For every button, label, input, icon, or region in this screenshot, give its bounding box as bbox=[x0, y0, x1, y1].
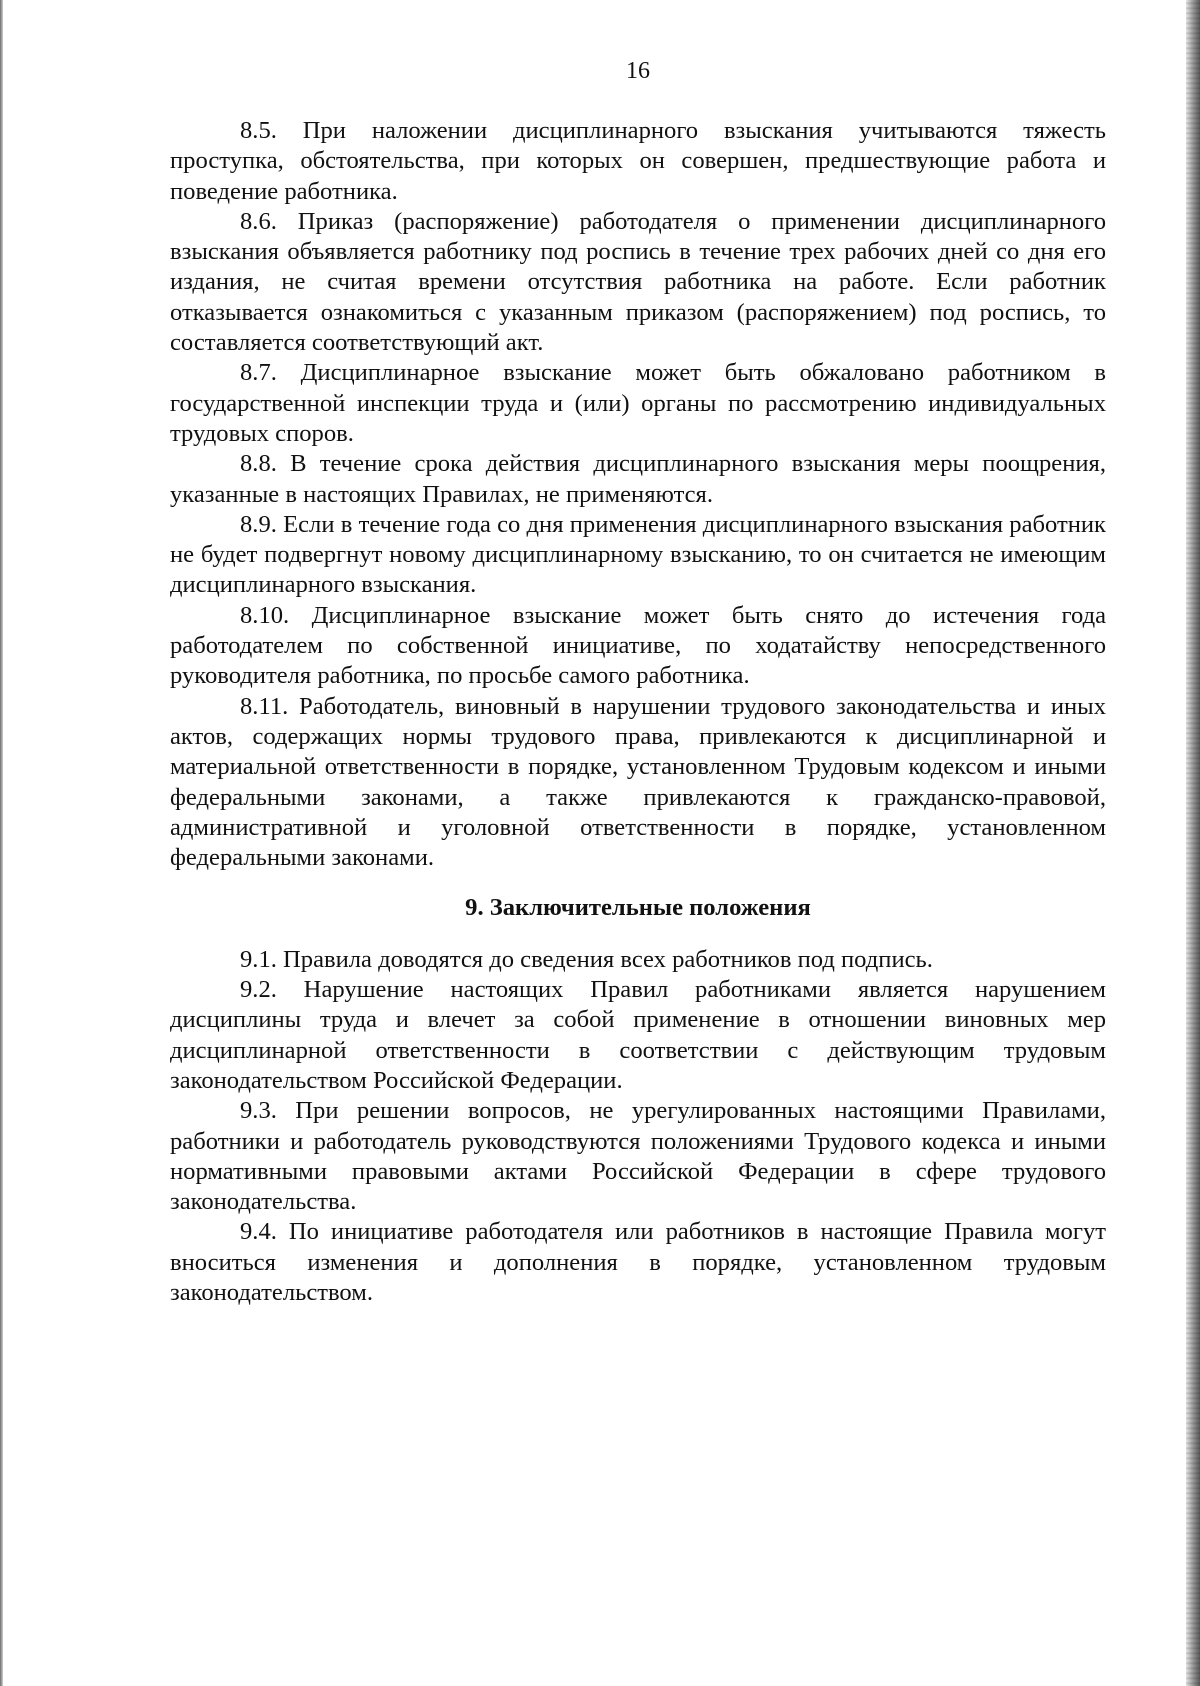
paragraph-8-5: 8.5. При наложении дисциплинарного взыскания учитываются тяжесть проступка, обстоятельства, при которых он совершен, предшествующие работа и поведение работника. bbox=[170, 117, 1106, 205]
page-number: 16 bbox=[626, 58, 650, 84]
section-9-heading: 9. Заключительные положения bbox=[465, 894, 811, 922]
paragraph-9-2: 9.2. Нарушение настоящих Правил работниками является нарушением дисциплины труда и влечет за собой применение в отношении виновных мер дисциплинарной ответственности в соответствии с действующим трудовым законодательством Российской Федерации. bbox=[170, 976, 1106, 1094]
document-body bbox=[170, 116, 1106, 1308]
paragraph-8-8: 8.8. В течение срока действия дисциплинарного взыскания меры поощрения, указанные в настоящих Правилах, не применяются. bbox=[170, 450, 1106, 508]
paragraph-9-3: 9.3. При решении вопросов, не урегулированных настоящими Правилами, работники и работодатель руководствуются положениями Трудового кодекса и иными нормативными правовыми актами Российской Федерации в сфере трудового законодательства. bbox=[170, 1097, 1106, 1216]
paragraph-9-4: 9.4. По инициативе работодателя или работников в настоящие Правила могут вноситься изменения и дополнения в порядке, установленном трудовым законодательством. bbox=[170, 1218, 1106, 1306]
paragraph-8-11: 8.11. Работодатель, виновный в нарушении трудового законодательства и иных актов, содержащих нормы трудового права, привлекаются к дисциплинарной и материальной ответственности в порядке, установленном Трудовым кодексом и иными федеральными законами, а также привлекаются к гражданско-правовой, административной и уголовной ответственности в порядке, установленном федеральными законами. bbox=[170, 692, 1106, 872]
paragraph-9-1: 9.1. Правила доводятся до сведения всех работников под подпись. bbox=[240, 945, 933, 973]
paragraph-8-6: 8.6. Приказ (распоряжение) работодателя о применении дисциплинарного взыскания объявляется работнику под роспись в течение трех рабочих дней со дня его издания, не считая времени отсутствия работника на работе. Если работник отказывается ознакомиться с указанным приказом (распоряжением) под роспись, то составляется соответствующий акт. bbox=[170, 207, 1106, 357]
scan-edge-left bbox=[0, 0, 3, 1686]
paragraph-8-10: 8.10. Дисциплинарное взыскание может быть снято до истечения года работодателем по собственной инициативе, по ходатайству непосредственного руководителя работника, по просьбе самого работника. bbox=[170, 601, 1106, 690]
paragraph-8-7: 8.7. Дисциплинарное взыскание может быть обжаловано работником в государственной инспекции труда и (или) органы по рассмотрению индивидуальных трудовых споров. bbox=[170, 359, 1106, 447]
paragraph-8-9: 8.9. Если в течение года со дня применения дисциплинарного взыскания работник не будет подвергнут новому дисциплинарному взысканию, то он считается не имеющим дисциплинарного взыскания. bbox=[170, 510, 1106, 599]
scan-edge-right bbox=[1186, 0, 1200, 1686]
